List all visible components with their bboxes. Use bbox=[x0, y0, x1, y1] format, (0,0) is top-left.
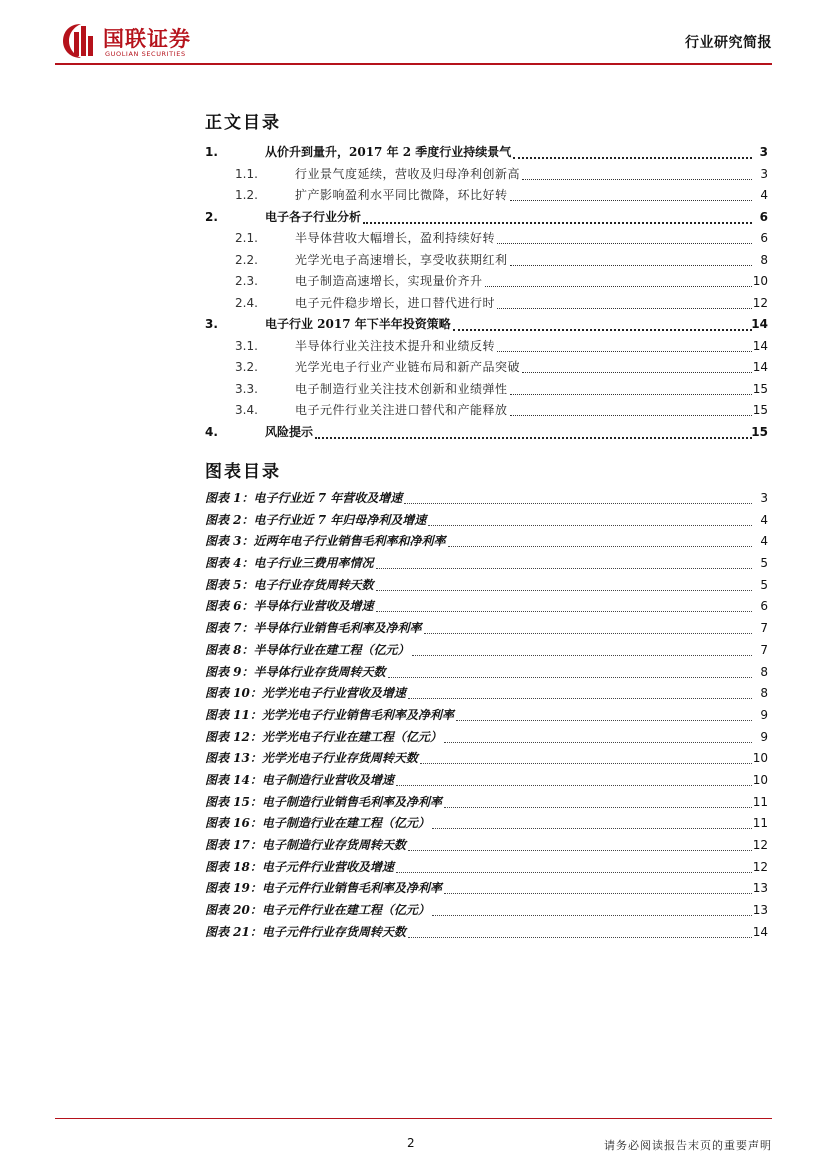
toc-entry[interactable] bbox=[205, 142, 768, 164]
figure-entry-page: 11 bbox=[752, 816, 768, 831]
toc-entry-number: 3.3. bbox=[235, 381, 258, 396]
figure-entry-page: 14 bbox=[752, 924, 768, 939]
dot-leader bbox=[424, 618, 752, 634]
figure-entry-page: 4 bbox=[760, 512, 768, 527]
toc-entry-title: 半导体行业关注技术提升和业绩反转 bbox=[295, 338, 496, 353]
figure-entry-page: 9 bbox=[760, 707, 768, 722]
toc-entry-page: 6 bbox=[759, 209, 768, 224]
toc-entry[interactable] bbox=[205, 422, 768, 444]
dot-leader bbox=[522, 357, 752, 373]
dot-leader bbox=[404, 488, 752, 504]
toc-entry-title: 半导体营收大幅增长，盈利持续好转 bbox=[295, 231, 496, 245]
toc-entry-number: 1.1. bbox=[235, 166, 258, 181]
header-divider bbox=[55, 63, 772, 65]
dot-leader bbox=[376, 596, 752, 612]
figure-entry-title: 图表 20：电子元件行业在建工程（亿元） bbox=[205, 903, 430, 918]
toc-entry[interactable] bbox=[205, 185, 768, 207]
figures-title: 图表目录 bbox=[205, 462, 281, 482]
figure-entry-title: 图表 2：电子行业近 7 年归母净利及增速 bbox=[205, 512, 427, 527]
toc-entry-page: 15 bbox=[752, 403, 768, 417]
toc-entry-page: 3 bbox=[760, 166, 768, 181]
toc-entry[interactable] bbox=[205, 314, 768, 336]
figure-entry-title: 图表 15：电子制造行业销售毛利率及净利率 bbox=[205, 794, 442, 809]
dot-leader bbox=[456, 705, 752, 721]
figure-entry-page: 5 bbox=[760, 577, 768, 592]
toc-entry-title: 行业景气度延续，营收及归母净利创新高 bbox=[295, 166, 521, 181]
toc-entry-number: 2.3. bbox=[235, 274, 258, 288]
toc-entry-page: 12 bbox=[752, 295, 768, 310]
toc-entry-number: 4. bbox=[205, 424, 218, 439]
figure-entry[interactable] bbox=[205, 705, 768, 727]
figure-entry[interactable] bbox=[205, 488, 768, 510]
dot-leader bbox=[376, 553, 752, 569]
footer-divider bbox=[55, 1118, 772, 1119]
dot-leader bbox=[428, 510, 752, 526]
figure-entry-title: 图表 7：半导体行业销售毛利率及净利率 bbox=[205, 621, 422, 636]
figure-entry[interactable] bbox=[205, 531, 768, 553]
toc-entry-page: 10 bbox=[752, 274, 768, 288]
dot-leader bbox=[497, 228, 752, 244]
toc-entry-page: 6 bbox=[760, 231, 768, 245]
figure-entry[interactable] bbox=[205, 683, 768, 705]
dot-leader bbox=[388, 662, 752, 678]
toc-title: 正文目录 bbox=[205, 113, 281, 133]
figure-entry[interactable] bbox=[205, 596, 768, 618]
figure-entry[interactable] bbox=[205, 748, 768, 770]
toc-entry-title: 扩产影响盈利水平同比微降，环比好转 bbox=[295, 188, 508, 202]
figure-entry-title: 图表 14：电子制造行业营收及增速 bbox=[205, 772, 394, 787]
dot-leader bbox=[396, 857, 752, 873]
toc-entry-title: 光学光电子高速增长，享受收获期红利 bbox=[295, 252, 508, 267]
figure-entry-title: 图表 8：半导体行业在建工程（亿元） bbox=[205, 642, 410, 657]
dot-leader bbox=[510, 379, 752, 395]
dot-leader bbox=[432, 813, 752, 829]
figure-entry-page: 9 bbox=[760, 729, 768, 744]
toc-entry-page: 14 bbox=[751, 317, 768, 331]
figure-entry[interactable] bbox=[205, 618, 768, 640]
toc-entry-page: 8 bbox=[760, 252, 768, 267]
dot-leader bbox=[315, 422, 752, 439]
toc-entry-title: 从价升到量升，2017 年 2 季度行业持续景气 bbox=[265, 145, 512, 159]
figure-entry-title: 图表 10：光学光电子行业营收及增速 bbox=[205, 686, 406, 701]
dot-leader bbox=[444, 878, 752, 894]
figure-entry-title: 图表 5：电子行业存货周转天数 bbox=[205, 577, 374, 592]
toc-entry[interactable] bbox=[205, 271, 768, 293]
figure-entry-page: 13 bbox=[752, 903, 768, 918]
dot-leader bbox=[408, 835, 752, 851]
dot-leader bbox=[510, 400, 752, 416]
toc-entry-page: 3 bbox=[759, 145, 768, 159]
toc-entry-number: 3.2. bbox=[235, 360, 258, 374]
figure-entry-page: 6 bbox=[760, 599, 768, 614]
toc-entry-page: 15 bbox=[752, 381, 768, 396]
dot-leader bbox=[396, 770, 752, 786]
toc-entry-page: 14 bbox=[752, 360, 768, 374]
dot-leader bbox=[522, 164, 752, 180]
dot-leader bbox=[485, 271, 752, 287]
page-number: 2 bbox=[407, 1136, 415, 1150]
figure-entry-page: 12 bbox=[752, 859, 768, 874]
figure-entry-page: 8 bbox=[760, 686, 768, 701]
toc-entry-page: 4 bbox=[760, 188, 768, 202]
figure-entry-title: 图表 6：半导体行业营收及增速 bbox=[205, 599, 374, 614]
figure-entry[interactable] bbox=[205, 900, 768, 922]
toc-entry-title: 光学光电子行业产业链布局和新产品突破 bbox=[295, 360, 521, 374]
figure-entry-page: 11 bbox=[752, 794, 768, 809]
figure-entry-title: 图表 21：电子元件行业存货周转天数 bbox=[205, 924, 406, 939]
dot-leader bbox=[376, 575, 752, 591]
figure-entry-title: 图表 17：电子制造行业存货周转天数 bbox=[205, 838, 406, 852]
figure-entry-page: 7 bbox=[760, 642, 768, 657]
figure-entry[interactable] bbox=[205, 553, 768, 575]
figure-entry-title: 图表 4：电子行业三费用率情况 bbox=[205, 556, 374, 571]
toc-entry[interactable] bbox=[205, 293, 768, 315]
dot-leader bbox=[412, 640, 752, 656]
figure-entry[interactable] bbox=[205, 792, 768, 814]
figure-entry-page: 7 bbox=[760, 621, 768, 636]
toc-entry-number: 3.1. bbox=[235, 338, 258, 353]
toc-entry[interactable] bbox=[205, 250, 768, 272]
figure-entry-title: 图表 1：电子行业近 7 年营收及增速 bbox=[205, 491, 403, 505]
figure-entry-page: 8 bbox=[760, 664, 768, 679]
dot-leader bbox=[448, 531, 752, 547]
toc-entry-page: 15 bbox=[751, 424, 768, 439]
toc-entry-title: 电子制造行业关注技术创新和业绩弹性 bbox=[295, 381, 508, 396]
figure-entry-page: 12 bbox=[752, 838, 768, 852]
dot-leader bbox=[363, 207, 752, 224]
toc-entry[interactable] bbox=[205, 228, 768, 250]
figure-entry-page: 10 bbox=[752, 772, 768, 787]
figure-entry[interactable] bbox=[205, 662, 768, 684]
toc-entry[interactable] bbox=[205, 357, 768, 379]
toc-entry[interactable] bbox=[205, 379, 768, 401]
dot-leader bbox=[513, 142, 752, 159]
dot-leader bbox=[432, 900, 752, 916]
toc-entry-number: 2.4. bbox=[235, 295, 258, 310]
disclaimer: 请务必阅读报告末页的重要声明 bbox=[604, 1139, 772, 1152]
figure-entry[interactable] bbox=[205, 878, 768, 900]
figure-entry-page: 13 bbox=[752, 881, 768, 896]
figure-entry-page: 3 bbox=[760, 491, 768, 505]
report-type: 行业研究简报 bbox=[685, 35, 772, 51]
figure-entry-title: 图表 13：光学光电子行业存货周转天数 bbox=[205, 751, 418, 766]
dot-leader bbox=[497, 293, 752, 309]
dot-leader bbox=[510, 250, 752, 266]
toc-entry-title: 电子元件行业关注进口替代和产能释放 bbox=[295, 403, 508, 417]
toc-entry-page: 14 bbox=[752, 338, 768, 353]
dot-leader bbox=[510, 185, 752, 201]
toc-entry-title: 电子行业 2017 年下半年投资策略 bbox=[265, 317, 451, 331]
toc-entry-title: 电子元件稳步增长，进口替代进行时 bbox=[295, 295, 496, 310]
figure-entry-title: 图表 3：近两年电子行业销售毛利率和净利率 bbox=[205, 534, 446, 549]
logo-chinese-name: 国联证券 bbox=[103, 27, 191, 51]
toc-entry[interactable] bbox=[205, 207, 768, 229]
dot-leader bbox=[497, 336, 752, 352]
figure-entry-title: 图表 9：半导体行业存货周转天数 bbox=[205, 664, 386, 679]
toc-entry-number: 2. bbox=[205, 209, 218, 224]
figure-entry-title: 图表 16：电子制造行业在建工程（亿元） bbox=[205, 816, 430, 831]
guolian-logo-icon bbox=[61, 22, 101, 60]
toc-entry-number: 3. bbox=[205, 317, 218, 331]
toc-entry-title: 风险提示 bbox=[265, 424, 314, 439]
logo-english-name: GUOLIAN SECURITIES bbox=[105, 50, 186, 58]
toc-entry-number: 1.2. bbox=[235, 188, 258, 202]
toc-entry-title: 电子制造高速增长，实现量价齐升 bbox=[295, 274, 483, 288]
figure-entry-title: 图表 11：光学光电子行业销售毛利率及净利率 bbox=[205, 707, 454, 722]
toc-entry-number: 3.4. bbox=[235, 403, 258, 417]
figure-entry-page: 10 bbox=[752, 751, 768, 766]
figure-entry[interactable] bbox=[205, 575, 768, 597]
toc-entry[interactable] bbox=[205, 164, 768, 186]
dot-leader bbox=[420, 748, 752, 764]
figure-entry-title: 图表 19：电子元件行业销售毛利率及净利率 bbox=[205, 881, 442, 896]
figure-entry[interactable] bbox=[205, 510, 768, 532]
toc-entry-title: 电子各子行业分析 bbox=[265, 209, 362, 224]
figure-entry-title: 图表 12：光学光电子行业在建工程（亿元） bbox=[205, 729, 442, 744]
toc-entry-number: 2.2. bbox=[235, 252, 258, 267]
dot-leader bbox=[453, 314, 752, 331]
figure-list bbox=[205, 488, 768, 943]
toc-entry-number: 2.1. bbox=[235, 231, 258, 245]
toc-entry-number: 1. bbox=[205, 145, 218, 159]
figure-entry[interactable] bbox=[205, 835, 768, 857]
dot-leader bbox=[444, 727, 752, 743]
table-of-contents bbox=[205, 142, 768, 443]
toc-entry[interactable] bbox=[205, 400, 768, 422]
dot-leader bbox=[444, 792, 752, 808]
figure-entry[interactable] bbox=[205, 813, 768, 835]
dot-leader bbox=[408, 922, 752, 938]
page-header bbox=[55, 20, 772, 62]
figure-entry-page: 4 bbox=[760, 534, 768, 549]
dot-leader bbox=[408, 683, 752, 699]
figure-entry[interactable] bbox=[205, 922, 768, 944]
figure-entry[interactable] bbox=[205, 857, 768, 879]
toc-entry[interactable] bbox=[205, 336, 768, 358]
figure-entry[interactable] bbox=[205, 770, 768, 792]
figure-entry[interactable] bbox=[205, 640, 768, 662]
figure-entry-page: 5 bbox=[760, 556, 768, 571]
figure-entry-title: 图表 18：电子元件行业营收及增速 bbox=[205, 859, 394, 874]
figure-entry[interactable] bbox=[205, 727, 768, 749]
